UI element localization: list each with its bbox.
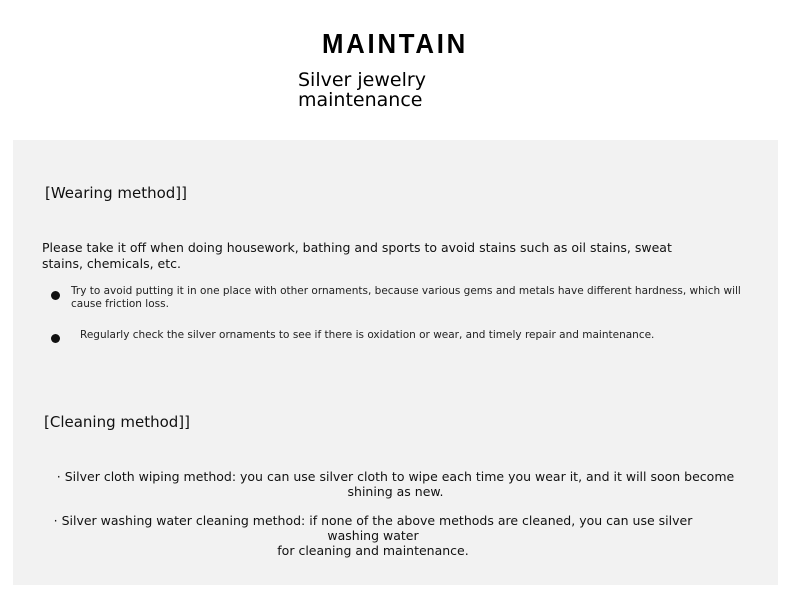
page-subtitle (298, 70, 426, 110)
wearing-intro-line: stains, chemicals, etc. (42, 256, 181, 271)
bullet-dot-icon (51, 291, 60, 300)
cleaning-line: for cleaning and maintenance. (277, 543, 469, 558)
wearing-intro (42, 240, 672, 272)
maintenance-panel (13, 140, 778, 585)
wearing-intro-line: Please take it off when doing housework, bathing and sports to avoid stains such as oil stains, sweat (42, 240, 672, 255)
subtitle-line: Silver jewelry (298, 69, 426, 91)
cleaning-item-1 (43, 469, 748, 499)
bullet-dot-icon (51, 334, 60, 343)
cleaning-line: · Silver washing water cleaning method: if none of the above methods are cleaned, you can use silver washing water (53, 513, 693, 543)
bullet-line: Try to avoid putting it in one place with other ornaments, because various gems and metals have different hardness, which will (71, 285, 741, 297)
bullet-line: cause friction loss. (71, 298, 169, 310)
cleaning-method-heading: [Cleaning method]] (44, 413, 191, 431)
page-title: MAINTAIN (321, 28, 469, 59)
subtitle-line: maintenance (298, 89, 423, 111)
wearing-bullet-1 (71, 285, 741, 311)
cleaning-line: shining as new. (347, 484, 444, 499)
cleaning-item-2 (33, 513, 713, 558)
wearing-bullet-2: Regularly check the silver ornaments to see if there is oxidation or wear, and timely repair and maintenance. (80, 329, 655, 341)
cleaning-line: · Silver cloth wiping method: you can use silver cloth to wipe each time you wear it, and it will soon become (56, 469, 735, 484)
wearing-method-heading: [Wearing method]] (45, 184, 187, 202)
